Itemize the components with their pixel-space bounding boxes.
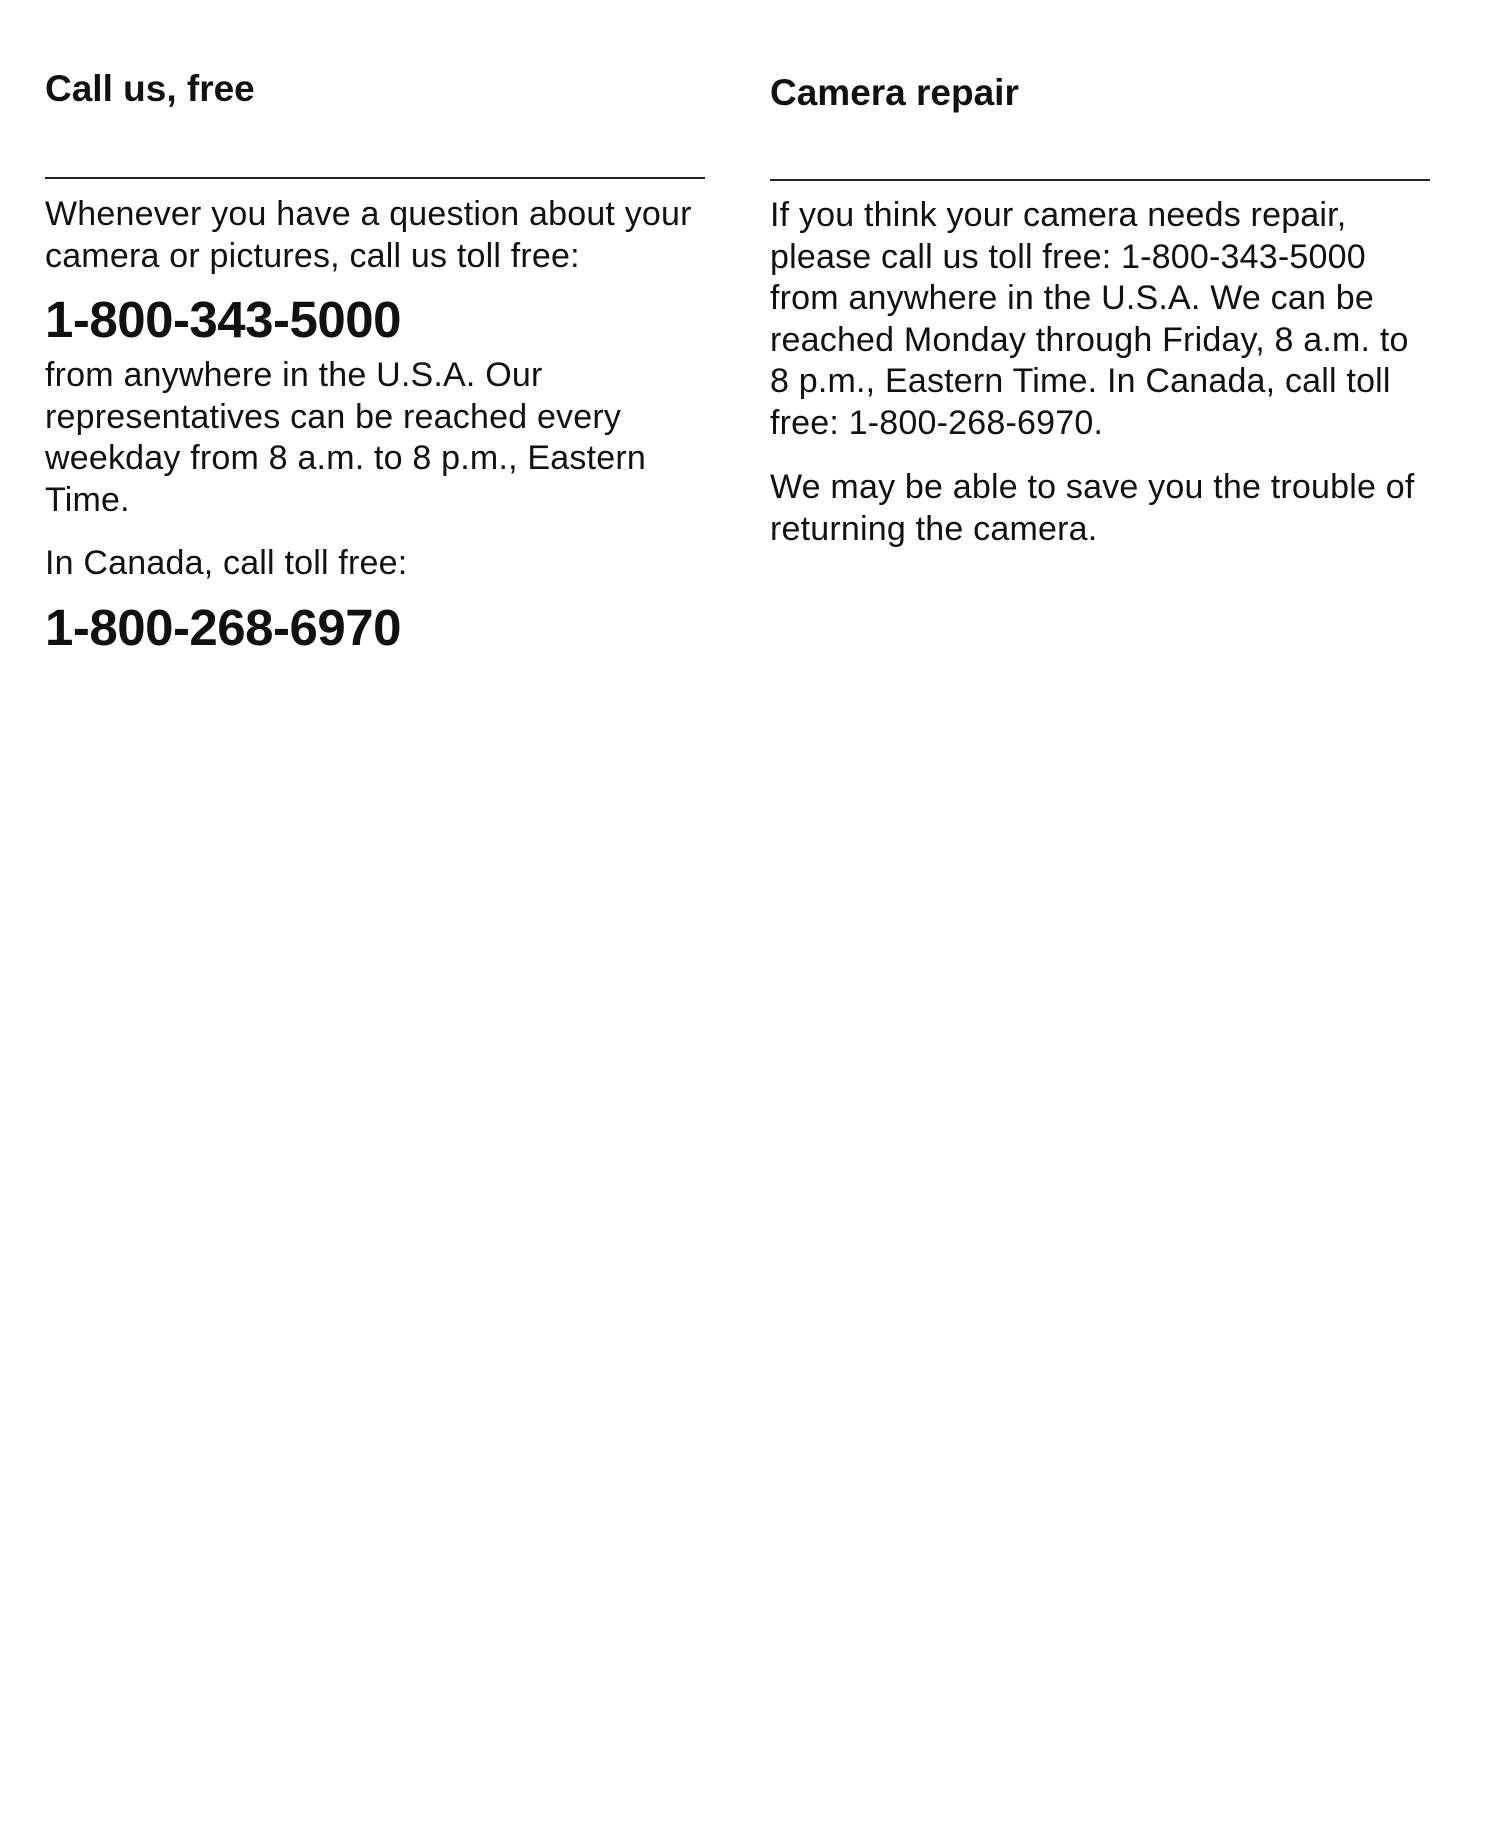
canada-phone-number: 1-800-268-6970 bbox=[45, 598, 401, 656]
camera-repair-heading: Camera repair bbox=[770, 72, 1019, 113]
camera-repair-body bbox=[770, 195, 1430, 550]
repair-paragraph-1: If you think your camera needs repair, please call us toll free: 1-800-343-5000 from anywhere in the U.S.A. We can be reached Monday through Friday, 8 a.m. to 8 p.m., Eastern Time. In Canada, call toll free: 1-800-268-6970. bbox=[770, 196, 1409, 442]
usa-phone-number: 1-800-343-5000 bbox=[45, 291, 401, 348]
call-us-intro: Whenever you have a question about your camera or pictures, call us toll free: bbox=[45, 195, 692, 275]
usa-hours-details: from anywhere in the U.S.A. Our representatives can be reached every weekday from 8 a.m. to 8 p.m., Eastern Time. bbox=[45, 356, 646, 519]
call-us-heading: Call us, free bbox=[45, 68, 255, 109]
camera-repair-divider bbox=[770, 179, 1430, 181]
repair-paragraph-2: We may be able to save you the trouble of returning the camera. bbox=[770, 468, 1415, 548]
canada-label: In Canada, call toll free: bbox=[45, 544, 408, 582]
call-us-body bbox=[45, 194, 705, 657]
call-us-divider bbox=[45, 177, 705, 179]
